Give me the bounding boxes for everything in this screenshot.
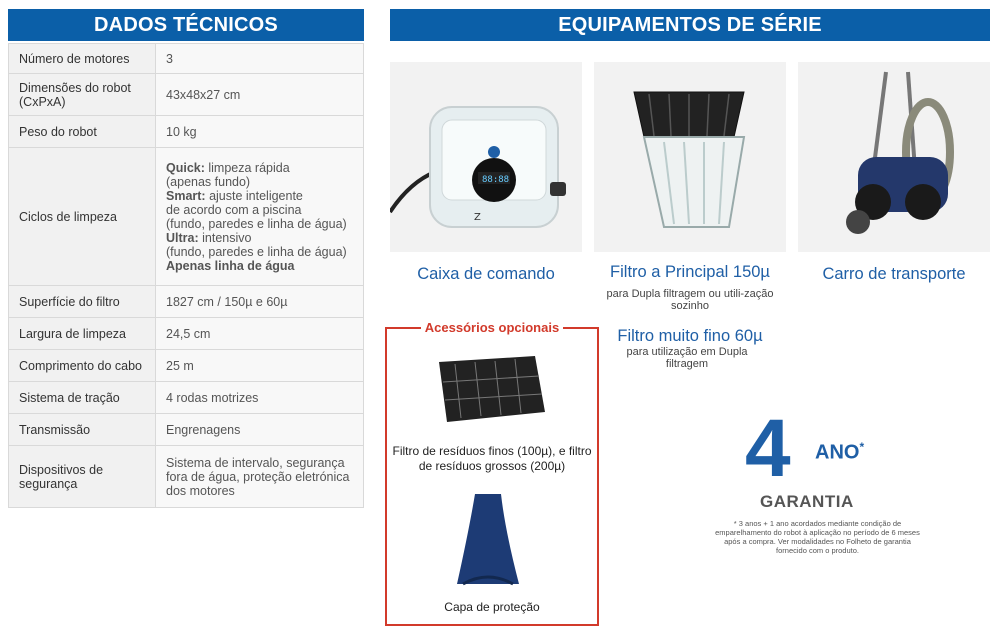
cycle-line: (apenas fundo) — [166, 174, 251, 189]
accessories-title: Acessórios opcionais — [421, 320, 563, 336]
spec-value: Engrenagens — [156, 414, 364, 446]
spec-value: 25 m — [156, 350, 364, 382]
spec-value: 1827 cm / 150µ e 60µ — [156, 286, 364, 318]
svg-text:88:88: 88:88 — [482, 175, 510, 185]
spec-value: 43x48x27 cm — [156, 74, 364, 116]
spec-label: Comprimento do cabo — [9, 350, 156, 382]
spec-label: Número de motores — [9, 44, 156, 74]
warranty-note: * 3 anos + 1 ano acordados mediante condição de emparelhamento do robot à aplicação no período de 6 meses após a compra. Ver modalidades no Folheto de garantia fornecido com o produto. — [715, 519, 920, 555]
cycle-line: (fundo, paredes e linha de água) — [166, 244, 347, 259]
spec-value: 24,5 cm — [156, 318, 364, 350]
table-row — [9, 382, 364, 414]
cycle-line: de acordo com a piscina — [166, 202, 302, 217]
table-row — [9, 446, 364, 508]
table-row — [9, 318, 364, 350]
svg-text:Z: Z — [474, 212, 481, 223]
cycle-line: Apenas linha de água — [166, 258, 295, 273]
spec-label: Largura de limpeza — [9, 318, 156, 350]
equipment-caption: Caixa de comando — [417, 265, 555, 283]
table-row — [9, 148, 364, 286]
spec-label: Peso do robot — [9, 116, 156, 148]
equipment-caption: Filtro muito fino 60µ — [617, 327, 763, 345]
protective-cover-image — [453, 490, 523, 590]
spec-label: Transmissão — [9, 414, 156, 446]
equipment-sub-caption: para utilização em Dupla filtragem — [626, 346, 748, 370]
equipment-sub-caption: para Dupla filtragem ou utili-zação sozinho — [606, 288, 774, 312]
accessory-label: Filtro de resíduos finos (100µ), e filtro de resíduos grossos (200µ) — [392, 444, 592, 473]
filter-basket-image — [594, 62, 786, 252]
equipment-caption: Filtro a Principal 150µ — [610, 263, 770, 281]
specs-header: DADOS TÉCNICOS — [8, 9, 364, 41]
spec-label: Dispositivos de segurança — [9, 446, 156, 508]
spec-label: Superfície do filtro — [9, 286, 156, 318]
spec-label: Sistema de tração — [9, 382, 156, 414]
spec-value: 3 — [156, 44, 364, 74]
cycle-line: Smart: ajuste inteligente — [166, 188, 303, 203]
cycle-line: (fundo, paredes e linha de água) — [166, 216, 347, 231]
table-row — [9, 414, 364, 446]
table-row — [9, 286, 364, 318]
accessory-label: Capa de proteção — [444, 600, 540, 614]
warranty-label: GARANTIA — [760, 492, 854, 511]
spec-value: Sistema de intervalo, segurança fora de água, proteção eletrónica dos motores — [156, 446, 364, 508]
transport-cart-image — [798, 62, 990, 252]
spec-label: Dimensões do robot (CxPxA) — [9, 74, 156, 116]
debris-filter-image — [425, 352, 553, 430]
table-row — [9, 350, 364, 382]
equipment-caption: Carro de transporte — [822, 265, 966, 283]
spec-value — [156, 148, 364, 286]
cycle-line: Ultra: intensivo — [166, 230, 252, 245]
equipment-header: EQUIPAMENTOS DE SÉRIE — [390, 9, 990, 41]
specs-table — [8, 43, 364, 508]
spec-label: Ciclos de limpeza — [9, 148, 156, 286]
table-row — [9, 116, 364, 148]
spec-value: 4 rodas motrizes — [156, 382, 364, 414]
spec-value: 10 kg — [156, 116, 364, 148]
table-row — [9, 44, 364, 74]
cycle-line: Quick: limpeza rápida — [166, 160, 290, 175]
control-box-image — [390, 62, 582, 252]
table-row — [9, 74, 364, 116]
warranty-unit: ANO* — [815, 440, 865, 464]
warranty-number: 4 — [745, 403, 791, 494]
